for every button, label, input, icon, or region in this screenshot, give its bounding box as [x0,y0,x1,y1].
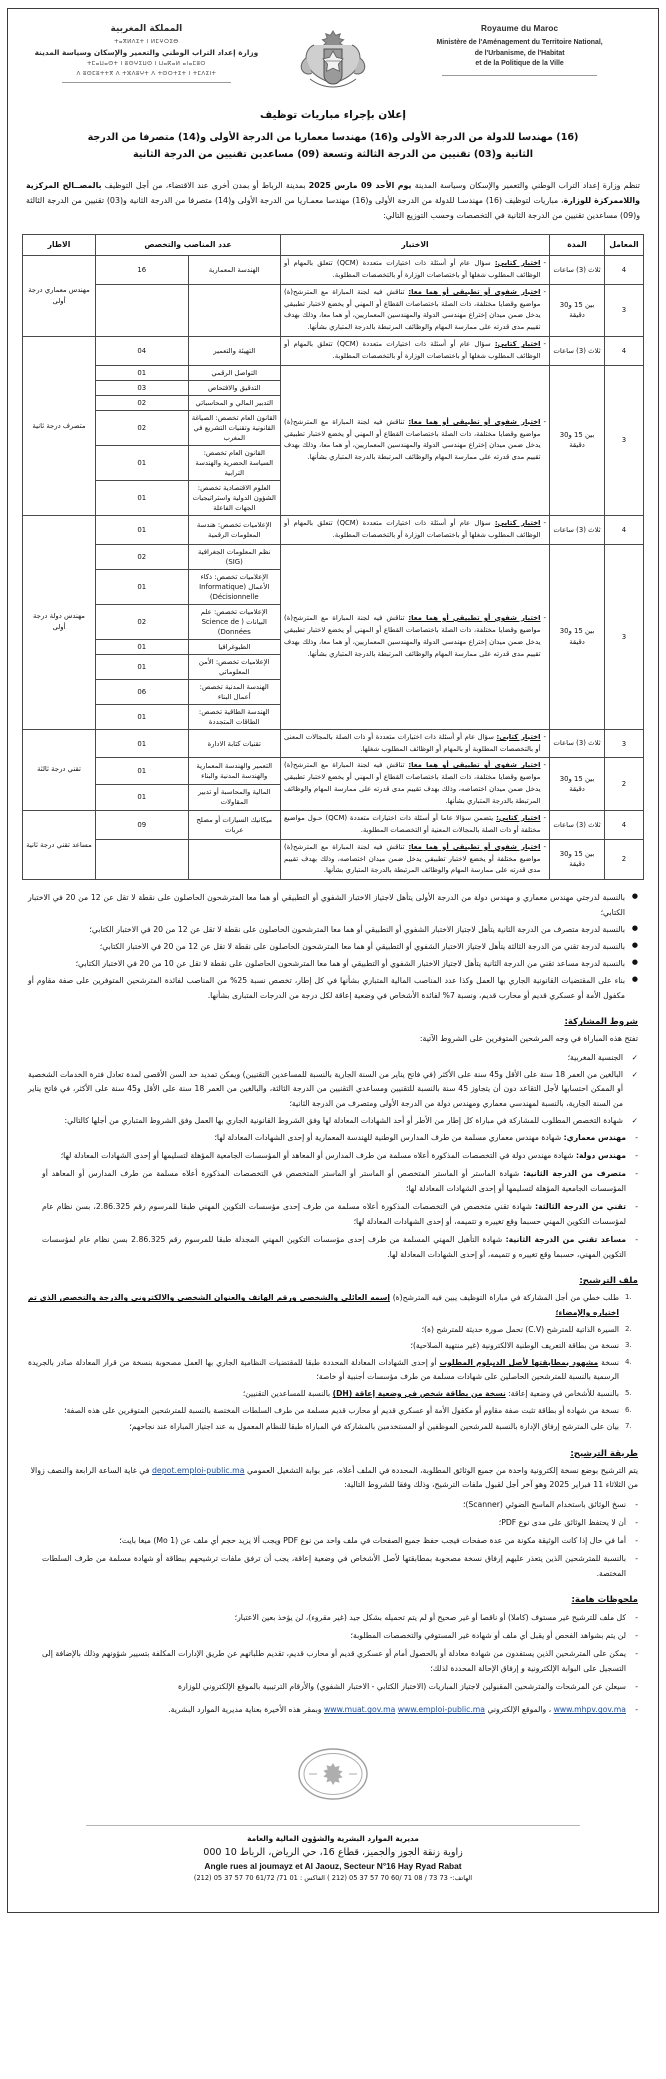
cell-position-count: 01 [96,639,189,654]
cell-specialty: ميكانيك السيارات أو مصلح عربات [188,810,281,839]
cell-specialty: التهيئة والتعمير [188,337,281,366]
ministry-name-tifinagh-line2: ⴷ ⵓⵙⵎⵓⵜⵜⴳ ⴷ ⵜⵣⴷⵓⵖⵜ ⴷ ⵜⵙⵔⵜⵉⵜ ⵏ ⵜⵎⴷⵉⵏⵜ [76,71,217,77]
condition-item: ✓ البالغين من العمر 18 سنة على الأقل و45 سنة على الأكثر (في فاتح يناير من السنة الجارية بالنسبة للمساعدين التقنيين) ويمكن تمديد حد السن الأقصى لمدة تعادل فترة الخدمات الشخصية أو الممكن احتسابها لأجل التقاعد دون أن يتجاوز 45 سنة بالنسبة للتقنيين ومساعدي التقنيين من الدرجة الثالثة، والبالغين من العمر 18 سنة على الأقل و45 سنة على الأكثر، في فاتح يناير من السنة الجارية، بالنسبة لمهندسي معماري ومهندس دولة من الدرجة الأولى ومتصرف من الدرجة الثانية؛ [28,1069,638,1109]
col-positions-specialty: عدد المناصب والتخصص [96,234,281,255]
cell-position-count: 09 [96,810,189,839]
cell-specialty-empty [188,839,281,880]
ministry-name-ar: وزارة إعداد التراب الوطني والتعمير والإسكان وسياسة المدينة [34,48,259,58]
intro-text-c: ، مباريات لتوظيف (16) مهندسـا للدولة من الدرجة الأولى و(16) مهندسا معمـاريا من الدرجة الأولى و(14) متصرفا من الدرجة الثانية و(03) تقنيين من الدرجة الثالثة و(09) مساعدين تقنيين من الدرجة الثانية في التخصصات وحسب التوزيع التالي: [26,195,640,221]
condition-item: ✓ الجنسية المغربية؛ [28,1051,638,1066]
procedure-bullet: - أما في حال إذا كانت الوثيقة مكونة من عدة صفحات فيجب حفظ جميع الصفحات في ملف واحد من نوع PDF ويجب ألا يزيد حجم أي ملف عن (1 Mo) ميغا بايت؛ [42,1533,638,1548]
cell-coefficient: 2 [605,758,644,811]
cell-coefficient: 4 [605,515,644,544]
cell-duration: ثلاث (3) ساعات [550,255,605,284]
dash-icon: - [635,1202,638,1212]
remark-item: - لن يتم بشواهد الفحص أو يقبل أي ملف أو شهادة غير المستوفي والتخصصات المطلوبة؛ [42,1628,638,1643]
bullet-icon: ● [631,892,638,901]
cell-coefficient: 3 [605,544,644,729]
procedure-bullet: - بالنسبة للمترشحين الذين يتعذر عليهم إرفاق نسخة مصحوبة بمطابقتها لأصل الأشخاص في وضعية إعاقة، يجب أن ترفق ملفات ترشيحهم ببطاقة أو شهادة مسلمة من طرف السلطات المختصة. [42,1551,638,1581]
coat-of-arms-icon [294,23,372,89]
cell-specialty-empty [188,284,281,337]
cell-specialty: الهندسة المعمارية [188,255,281,284]
cell-specialty: الإعلاميات تخصص: علم البيانات ( Science de Données) [188,604,281,639]
procedure-lead [28,1464,638,1494]
cell-position-count: 01 [96,515,189,544]
dash-icon: - [635,1536,638,1546]
cell-position-count: 06 [96,679,189,704]
cell-frame: مساعد تقني درجة ثانية [23,810,96,879]
page-subtitle-line1: (16) مهندسا للدولة من الدرجة الأولى و(16) مهندسا معماريا من الدرجة الأولى و(14) متصرفا من الدرجة [87,132,579,143]
cell-test: - اختبار شفوي أو تطبيقي أو هما معا: تناقش فيه لجنة المباراة مع المترشح(ة) مواضيع وقضايا مختلفة، ذات الصلة باختصاصات القطاع أو المهني أو يخضع لاختبار تطبيقي يدخل ضمن ميدان إختراع مهندسي الدولة والمهندسين المعماريين، أو هما معا، وذلك بهدف تقييم مدى قدرته على ممارسة المهام والوظائف المرتبطة بالدرجة المتباري بشأنها. [281,544,550,729]
portal-link[interactable]: depot.emploi-public.ma [151,1465,245,1475]
intro-services: بالمصــالح المركزية واللاممركزة للوزارة [26,180,640,205]
cell-duration: ثلاث (3) ساعات [550,337,605,366]
letterhead-rule-fr [442,75,596,76]
cell-position-count: 02 [96,604,189,639]
link-emploi-public[interactable]: www.emploi-public.ma [397,1705,485,1715]
dossier-item: بيان على المترشح إرفاق الإدارة بالنسبة للمرشحين الموظفين أو المستخدمين بالمشاركة في المباراة طبقا للنظام المعمول به عند اجتياز المباراة عند نجاحهم؛ [129,1422,619,1432]
cell-position-count: 04 [96,337,189,366]
condition-item: ✓ شهادة التخصص المطلوب للمشاركة في مباراة كل إطار من الأطر أو أحد الشهادات المعادلة لها وفق الشروط القانونية الجاري بها العمل وفق الشروط المتباري من أجلها كالتالي: [28,1114,638,1129]
col-test: الاختبار [281,234,550,255]
letterhead-arabic [22,23,271,83]
check-icon: ✓ [631,1069,638,1079]
check-icon: ✓ [631,1115,638,1125]
cell-duration: ثلاث (3) ساعات [550,810,605,839]
cell-position-count: 01 [96,784,189,810]
cell-test: - اختبار كتابي: يتضمن سؤالا عاما أو أسئلة ذات اختيارات متعددة (QCM) حـول مواضيع مختلفة أو ذات الصلة بالمجالات المعنية أو التخصصات المطلوبة. [281,810,550,839]
procedure-bullet: - أن لا يحتفظ الوثائق على مدى نوع PDF؛ [42,1515,638,1530]
dash-icon: - [635,1133,638,1143]
cell-specialty: المالية والمحاسبة أو تدبير المقاولات [188,784,281,810]
cell-coefficient: 3 [605,729,644,758]
ministry-name-fr-line3: et de la Politique de la Ville [475,60,564,68]
cell-duration: ثلاث (3) ساعات [550,729,605,758]
dash-icon: - [635,1235,638,1245]
announcement-sheet [7,8,659,1913]
cell-frame: متصرف درجة ثانية [23,337,96,516]
dash-icon: - [635,1649,638,1659]
cell-coefficient: 4 [605,337,644,366]
cell-duration: بين 15 و30 دقيقة [550,284,605,337]
check-icon: ✓ [631,1053,638,1063]
degree-requirement-item: - مهندس دولة: شهادة مهندس دولة في التخصصات المذكورة أعلاه مسلمة من طرف المدارس أو المعاهد أو المؤسسات الجامعية المؤهلة لتسليمها أو إحدى الشهادات المعادلة لها؛ [42,1148,638,1163]
remark-item: - سيعلن عن المرشحات والمترشحين المقبولين لاجتياز المباريات (الاختبار الكتابي - الاختبار الشفوي) والأرقام الترتيبية بالموقع الإلكتروني للوزارة [42,1679,638,1694]
cell-test: - اختبار شفوي أو تطبيقي أو هما معا: تناقش فيه لجنة المباراة مع المترشح(ة) مواضيع مختلفة أو يخضع لاختبار تطبيقي يدخل ضمن ميدان اختصاصه، وذلك بهدف تقييم مدى قدرته على ممارسة المهام والوظائف المرتبطة بالدرجة المتباري بشأنها. [281,839,550,880]
cell-test: - اختبار كتابي: سؤال عام أو أسئلة ذات اختيارات متعددة (QCM) تتعلق بالمهام أو الوظائف المطلوب شغلها أو باختصاصات الوزارة أو بالتخصصات المطلوبة. [281,515,550,544]
cell-specialty: العلوم الاقتصادية تخصص: الشؤون الدولية واستراتيجيات الجهات الفاعلة [188,480,281,515]
cell-specialty: الهندسة الطاقية تخصص: الطاقات المتجددة [188,704,281,729]
document-page [0,8,666,2079]
bullet-icon: ● [631,924,638,933]
kingdom-name-fr: Royaume du Maroc [481,24,559,33]
cell-duration: بين 15 و30 دقيقة [550,544,605,729]
cell-position-count: 01 [96,758,189,784]
degree-requirements-list [16,1130,650,1262]
table-header-row [23,234,644,255]
col-coefficient: المعامل [605,234,644,255]
procedure-bullet: - نسخ الوثائق باستخدام الماسح الضوئي (Scanner)؛ [42,1497,638,1512]
table-row [23,255,644,284]
cell-position-count: 02 [96,544,189,569]
dossier-item: طلب خطي من أجل المشاركة في مباراة التوظيف يبين فيه المترشح(ة) إسمه العائلي والشخصي ورقم الهاتف والعنوان الشخصي والالكتروني والدرجة والتخصص الذي تم اختياره والإمضاء؛ [28,1293,619,1318]
remarks-heading: ملحوظات هامة: [571,1595,638,1606]
col-duration: المدة [550,234,605,255]
dossier-heading: ملف الترشيح: [579,1276,638,1287]
cell-position-count: 02 [96,395,189,410]
remarks-final: وبمقر هذه الأخيرة بعناية مديرية الموارد البشرية. [168,1705,322,1715]
eligibility-note: ● بالنسبة لدرجة مساعد تقني من الدرجة الثانية يتأهل لاجتياز الاختبار الشفوي أو التطبيقي أو هما معا المترشحون الحاصلون على نقطة لا تقل عن 10 من 20 في الاختبار الكتابي؛ [75,958,638,969]
kingdom-name-tifinagh: ⵜⴰⴳⵍⴷⵉⵜ ⵏ ⵍⵎⵖⵔⵉⴱ [114,39,179,46]
dash-icon: - [635,1554,638,1564]
dossier-item: نسخة من بطاقة التعريف الوطنية الالكترونية (غير منتهية الصلاحية)؛ [410,1341,619,1351]
intro-text-a: تنظم وزارة إعداد التراب الوطني والتعمير والإسكان وسياسة المدينة [411,180,641,190]
cell-specialty: التعمير والهندسة المعمارية والهندسة المدنية والبناء [188,758,281,784]
cell-duration: ثلاث (3) ساعات [550,515,605,544]
dash-icon: - [635,1631,638,1641]
remarks-links-row [28,1702,638,1717]
letterhead [16,15,650,93]
intro-paragraph [26,178,640,224]
degree-requirement-item: - تقني من الدرجة الثالثة: شهادة تقني متخصص في التخصصات المذكورة أعلاه مسلمة من طرف إحدى مؤسسات التكوين المهني طبقا للمرسوم رقم 2.86.325، بسن نظام عام لمؤسسات التكوين المهني حسبما وقع تغييره و تتميمه، أو إحدى الشهادات المعادلة لها؛ [42,1199,638,1229]
cell-position-count-empty [96,284,189,337]
cell-position-count: 01 [96,729,189,758]
letterhead-rule-ar [62,82,231,83]
cell-specialty: القانون العام تخصص: الصياغة القانونية وتقنيات التشريع في المغرب [188,410,281,445]
cell-coefficient: 3 [605,365,644,515]
table-row [23,758,644,784]
document-footer [86,1825,581,1882]
footer-fax: (212) 05 37 57 70 61/72 /71 01 [193,1874,298,1883]
cell-specialty: التدبير المالي و المحاسباتي [188,395,281,410]
conditions-lead: تفتح هذه المباراة في وجه المرشحين المتوفرين على الشروط الآتية: [419,1034,638,1044]
cell-position-count: 01 [96,480,189,515]
remarks-list [16,1610,650,1694]
recruitment-table [22,234,644,881]
official-stamp-icon [290,1741,376,1807]
footer-phone-label: الهاتف:- [449,1874,473,1883]
cell-frame: مهندس معماري درجة أولى [23,255,96,336]
cell-duration: بين 15 و30 دقيقة [550,758,605,811]
table-row [23,544,644,569]
cell-specialty: الإعلاميات تخصص: ذكاء الأعمال (Informatique Décisionnelle) [188,569,281,604]
cell-position-count: 01 [96,569,189,604]
footer-fax-label: الفاكس : [299,1874,326,1883]
cell-position-count: 01 [96,704,189,729]
cell-test: - اختبار كتابي: سؤال عام أو أسئلة ذات اختيارات متعددة (QCM) تتعلق بالمهام أو الوظائف المطلوب شغلها أو باختصاصات الوزارة أو بالتخصصات المطلوبة. [281,255,550,284]
table-row [23,729,644,758]
bullet-icon: ● [631,975,638,984]
dossier-list [28,1291,638,1434]
footer-phone: ( 212) 05 37 57 70 60/ 71 08 / 73 73 [327,1874,448,1883]
dash-icon: - [635,1613,638,1623]
cell-test: - اختبار شفوي أو تطبيقي أو هما معا: تناقش فيه لجنة المباراة مع المترشح(ة) مواضيع وقضايا مختلفة، ذات الصلة باختصاصات القطاع أو المهني أو يخضع لاختبار تطبيقي يدخل ضمن ميدان إختراع مهندسي الدولة والمهندسين المعماريين، أو هما معا، وذلك بهدف تقييم مدى قدرته على ممارسة المهام والوظائف المرتبطة بالدرجة المتباري بشأنها. [281,284,550,337]
cell-specialty: الطبوغرافيا [188,639,281,654]
col-frame: الاطار [23,234,96,255]
procedure-bullets [16,1497,650,1581]
degree-requirement-item: - متصرف من الدرجة الثانية: شهادة الماستر أو الماستر المتخصص أو الماستر أو الماستر المتخصص في التخصصات المذكورة أعلاه مسلمة من طرف المدارس أو المعاهد أو المؤسسات الجامعية المؤهلة لتسليمها أو إحدى الشهادات المعادلة لها؛ [42,1166,638,1196]
cell-duration: بين 15 و30 دقيقة [550,839,605,880]
title-block [26,109,640,164]
cell-specialty: التواصل الرقمي [188,365,281,380]
cell-test: - اختبار كتابي: سؤال عام أو أسئلة ذات اختيارات متعددة أو ذات الصلة بالمجالات المعنى أو بالتخصصات المطلوبة أو بالمهام أو الوظائف المطلوب شغلها. [281,729,550,758]
cell-test: - اختبار شفوي أو تطبيقي أو هما معا: تناقش فيه لجنة المباراة مع المترشح(ة) مواضيع وقضايا مختلفة، ذات الصلة باختصاصات القطاع أو المهني أو يخضع لاختبار تطبيقي يدخل ضمن ميدان إختراع مهندسي الدولة والمهندسين المعماريين، أو هما معا، وذلك بهدف تقييم مدى قدرته على ممارسة المهام والوظائف المرتبطة بالدرجة المتباري بشأنها. [281,365,550,515]
cell-position-count: 01 [96,654,189,679]
ministry-name-fr-line2: de l'Urbanisme, de l'Habitat [474,49,565,57]
dash-icon: - [635,1682,638,1692]
cell-specialty: الإعلاميات تخصص: هندسة المعلومات الرقمية [188,515,281,544]
link-muat[interactable]: www.muat.gov.ma [324,1705,396,1715]
footer-address-ar: زاوية زنقة الجوز والجميز، قطاع 16، حي الرياض، الرباط 10 000 [203,1847,463,1859]
degree-requirement-item: - مساعد تقني من الدرجة الثانية: شهادة التأهيل المهني المسلمة من طرف إحدى مؤسسات التكوين المهني المجدلة طبقا للمرسوم رقم 2.86.325 بسن نظام عام لمؤسسات التكوين المهني، حسبما وقع تغييره و تتميمه، أو إحدى الشهادات المعادلة لها. [42,1232,638,1262]
bullet-icon: ● [631,941,638,950]
remark-item: - يمكن على المترشحين الذين يستفدون من شهادة معادلة أو بالحصول أمام أو عسكري قديم أو محارب قديم، تقديم طلباتهم عن طريق الإدارات المكلفة بتسيير شؤونهم وذلك بالإضافة إلى التسجيل على البوابة الإلكترونية و إرفاق الإحالة المحددة لذلك؛ [42,1646,638,1676]
cell-duration: بين 15 و30 دقيقة [550,365,605,515]
dash-icon: - [635,1518,638,1528]
table-body [23,255,644,879]
dossier-item: نسخة مشهود بمطابقتها لأصل الديبلوم المطلوب أو إحدى الشهادات المعادلة المحددة طبقا للمقتضيات النظامية الجاري بها العمل مصحوبة بنسخة من قرار المعادلة صادر بالجريدة الرسمية بالنسبة للمترشحين الحاصلين على شهادات مسلمة من طرف مؤسسات أجنبية أو خاصة؛ [28,1357,620,1382]
remarks-links-marker: - [635,1705,638,1715]
procedure-deadline: في غاية الساعة الرابعة والنصف زوالا من الثلاثاء 11 فبراير 2025 وهو آخر أجل لقبول ملفات الترشيح، وذلك وفقا للشروط التالية: [30,1465,638,1490]
bullet-icon: ● [631,958,638,967]
cell-specialty: نظم المعلومات الجغرافية (SIG) [188,544,281,569]
conditions-list [16,1051,650,1128]
cell-specialty: الإعلاميات تخصص: الأمن المعلوماتي [188,654,281,679]
kingdom-name-ar: المملكة المغربية [110,24,183,34]
eligibility-note: ● بالنسبة لدرجة متصرف من الدرجة الثانية يتأهل لاجتياز الاختبار الشفوي أو التطبيقي أو هما معا المترشحون الحاصلون على نقطة لا تقل عن 12 من 20 في الاختبار الكتابي؛ [89,924,638,935]
cell-specialty: الهندسة المدنية تخصص: أعمال البناء [188,679,281,704]
table-row [23,337,644,366]
table-row [23,810,644,839]
ministry-name-tifinagh-line1: ⵜⵎⴰⵡⴰⵙⵜ ⵏ ⵓⵙⵖⵉⵡⵙ ⵏ ⵡⴰⴽⴰⵍ ⴰⵏⴰⵎⵓⵔ [87,60,206,67]
cell-specialty: التدقيق والافتحاص [188,380,281,395]
footer-contact [86,1874,581,1882]
conditions-heading: شروط المشاركة: [564,1017,638,1028]
cell-coefficient: 4 [605,255,644,284]
cell-position-count: 03 [96,380,189,395]
remark-item: - كل ملف للترشيح غير مستوف (كاملا) أو ناقصا أو غير صحيح أو لم يتم تحميله بشكل جيد (غير مقروء)، لن يؤخذ بعين الاعتبار؛ [42,1610,638,1625]
footer-address-fr: Angle rues al joumayz et Al Jaouz, Secteur N°16 Hay Ryad Rabat [204,1861,462,1872]
cell-position-count-empty [96,839,189,880]
ministry-name-fr-line1: Ministère de l'Aménagement du Territoire National, [436,38,603,46]
page-subtitle-line2: الثانية و(03) تقنيين من الدرجة الثالثة وتسعة (09) مساعدين تقنيين من الدرجة الثانية [132,148,534,160]
eligibility-note: ● بالنسبة لدرجة تقني من الدرجة الثالثة يتأهل لاجتياز الاختبار الشفوي أو التطبيقي أو هما معا المترشحون الحاصلون على نقطة لا تقل عن 12 من 20 في الاختبار الكتابي؛ [99,941,638,952]
seal-area [16,1741,650,1807]
cell-position-count: 16 [96,255,189,284]
eligibility-note: ● بناء على المقتضيات القانونية الجاري بها العمل وكذا عدد المناصب المالية المتباري بشأنها في كل إطار، تخصص نسبة 25% من المناصب لفائدة المترشحين المتوفرين على صفة مقاوم أو مكفول الأمة أو عسكري قديم أو محارب قديم، ونسبة 7% لفائدة الأشخاص في وضعية إعاقة لكل درجة من الدرجات المتبارى بشأنها. [28,975,638,1001]
dash-icon: - [635,1151,638,1161]
cell-test: - اختبار كتابي: سؤال عام أو أسئلة ذات اختيارات متعددة (QCM) تتعلق بالمهام أو الوظائف المطلوب شغلها أو باختصاصات الوزارة أو بالتخصصات المطلوبة. [281,337,550,366]
cell-position-count: 02 [96,410,189,445]
footer-directorate: مديرية الموارد البشرية والشؤون المالية والعامة [247,1834,419,1844]
page-title: إعلان بإجراء مباريات توظيف [259,109,407,121]
remarks-links-tail: ، والموقع الإلكتروني [487,1705,552,1715]
dossier-item: نسخة من شهادة أو بطاقة تثبت صفة مقاوم أو مكفول الأمة أو عسكري قديم أو محارب قديم مسلمة من طرف السلطات المختصة بالنسبة للمترشحين المتوفرين على هذه الصفة؛ [64,1405,619,1415]
procedure-lead-text: يتم الترشيح بوضع نسخة إلكترونية واحدة من جميع الوثائق المطلوبة، المحددة في الملف أعلاه، عبر بوابة التشغيل العمومي [247,1465,638,1475]
cell-coefficient: 2 [605,839,644,880]
dash-icon: - [635,1169,638,1179]
intro-date: يوم الأحد 09 مارس 2025 [308,180,412,190]
intro-text-b: بمدينة الرباط أو بمدن أخرى عند الاقتضاء، من أجل التوظيف [101,180,309,190]
cell-coefficient: 3 [605,284,644,337]
table-row [23,515,644,544]
table-row [23,839,644,880]
dash-icon: - [635,1500,638,1510]
eligibility-notes [28,890,638,1003]
procedure-heading: طريقة الترشيح: [570,1448,638,1459]
dossier-item: السيرة الذاتية للمترشح (C.V) تحمل صورة حديثة للمترشح (ة)؛ [421,1324,619,1334]
cell-specialty: تقنيات كتابة الادارة [188,729,281,758]
letterhead-french [395,23,644,76]
eligibility-note: ● بالنسبة لدرجتي مهندس معماري و مهندس دولة من الدرجة الأولى يتأهل لاجتياز الاختبار الشفوي أو التطبيقي أو هما معا المترشحون الحاصلون على نقطة لا تقل عن 12 من 20 في الاختبار الكتابي؛ [28,892,638,918]
cell-position-count: 01 [96,365,189,380]
dossier-item: بالنسبة للأشخاص في وضعية إعاقة: نسخة من بطاقة شخص في وضعية إعاقة (DH) بالنسبة للمساعدين التقنيين؛ [242,1388,619,1398]
remarks-links-body [28,1702,626,1717]
cell-frame: مهندس دولة درجة أولى [23,515,96,729]
cell-position-count: 01 [96,445,189,480]
link-mhpv[interactable]: www.mhpv.gov.ma [553,1705,626,1715]
degree-requirement-item: - مهندس معماري: شهادة مهندس معماري مسلمة من طرف المدارس الوطنية للهندسة المعمارية أو إحدى الشهادات المعادلة لها؛ [42,1130,638,1145]
cell-frame: تقني درجة ثالثة [23,729,96,810]
cell-coefficient: 4 [605,810,644,839]
table-row [23,284,644,337]
table-row [23,365,644,380]
cell-test: - اختبار شفوي أو تطبيقي أو هما معا: تناقش فيه لجنة المباراة مع المترشح(ة) مواضيع وقضايا مختلفة، ذات الصلة باختصاصات القطاع أو المهني أو يخضع لاختبار تطبيقي يدخل ضمن ميدان اختصاصه، وذلك بهدف تقييم مدى قدرته على ممارسة المهام والوظائف المرتبطة بالدرجة المتباري بشأنها. [281,758,550,811]
table-head [23,234,644,255]
cell-specialty: القانون العام تخصص: السياسة الحضرية والهندسة الترابية [188,445,281,480]
